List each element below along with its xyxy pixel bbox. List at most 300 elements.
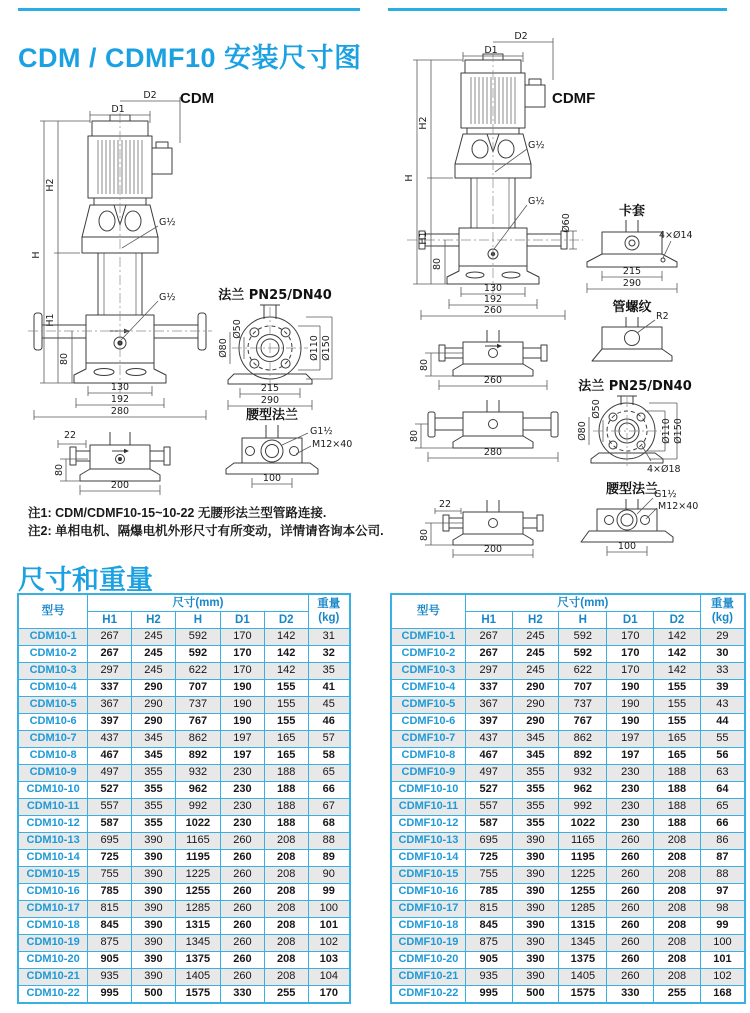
cell-value: 390: [512, 901, 559, 918]
col-header-d2: D2: [654, 612, 701, 629]
cell-value: 208: [264, 935, 308, 952]
cell-value: 390: [512, 833, 559, 850]
cell-value: 208: [654, 867, 701, 884]
cell-value: 707: [559, 680, 607, 697]
cell-model: CDMF10-22: [391, 986, 465, 1004]
cdmf-flange-o50: Ø50: [591, 399, 602, 419]
cdm-foot-arrow: [124, 449, 129, 453]
cdmf-foot-view-3: [443, 500, 543, 545]
cell-value: 1315: [559, 918, 607, 935]
table-row: [391, 714, 745, 731]
cell-model: CDM10-20: [18, 952, 88, 969]
cell-value: 992: [559, 799, 607, 816]
cdmf-foot-view-2: [428, 400, 558, 448]
cell-value: 260: [220, 850, 264, 867]
cell-value: 89: [308, 850, 350, 867]
cell-value: 390: [132, 901, 176, 918]
cdm-diagram: [20, 85, 370, 505]
cell-value: 58: [308, 748, 350, 765]
table-row: [18, 646, 350, 663]
cell-value: 230: [607, 799, 654, 816]
cdm-dim-130: 130: [110, 382, 130, 393]
cdm-diagram-title: CDM: [180, 90, 215, 107]
cell-model: CDM10-8: [18, 748, 88, 765]
cdmf-foot1-dim-80: 80: [419, 358, 430, 372]
cell-value: 1195: [559, 850, 607, 867]
cell-value: 892: [559, 748, 607, 765]
cell-value: 245: [132, 629, 176, 646]
cell-value: 845: [88, 918, 132, 935]
cdm-port-top-label: G½: [159, 217, 176, 228]
cdmf-dim-d1: D1: [484, 45, 498, 56]
cell-value: 87: [700, 850, 745, 867]
table-row: [18, 918, 350, 935]
cell-value: 725: [88, 850, 132, 867]
cell-value: 56: [700, 748, 745, 765]
cell-model: CDM10-15: [18, 867, 88, 884]
top-rule-right: [388, 8, 727, 11]
cell-model: CDM10-11: [18, 799, 88, 816]
cdmf-dimensions-table: [390, 593, 746, 1004]
cdmf-dim-o60: Ø60: [561, 213, 572, 233]
cell-value: 355: [512, 816, 559, 833]
cdmf-foot3-dim-80: 80: [419, 528, 430, 542]
cell-value: 330: [220, 986, 264, 1004]
cell-value: 208: [264, 850, 308, 867]
cell-value: 1405: [175, 969, 220, 986]
cell-model: CDM10-12: [18, 816, 88, 833]
table-row: [18, 833, 350, 850]
cell-value: 188: [654, 799, 701, 816]
cell-model: CDM10-10: [18, 782, 88, 799]
cell-value: 32: [308, 646, 350, 663]
cell-value: 1375: [559, 952, 607, 969]
cell-value: 165: [264, 748, 308, 765]
cell-value: 67: [308, 799, 350, 816]
cell-value: 1165: [559, 833, 607, 850]
cell-value: 99: [700, 918, 745, 935]
cell-value: 101: [700, 952, 745, 969]
cdmf-clamp-title: 卡套: [618, 204, 646, 219]
table-row: [391, 629, 745, 646]
cell-value: 500: [132, 986, 176, 1004]
cell-value: 905: [465, 952, 512, 969]
cell-value: 155: [264, 680, 308, 697]
cell-value: 188: [264, 816, 308, 833]
cell-value: 260: [220, 833, 264, 850]
cell-value: 437: [88, 731, 132, 748]
cell-value: 208: [264, 969, 308, 986]
cdm-dim-192: 192: [110, 394, 130, 405]
cell-value: 190: [607, 680, 654, 697]
cell-value: 100: [308, 901, 350, 918]
cell-model: CDMF10-3: [391, 663, 465, 680]
col-header-weight: 重量 (kg): [308, 594, 350, 629]
cell-value: 367: [88, 697, 132, 714]
cell-value: 245: [512, 646, 559, 663]
cell-value: 905: [88, 952, 132, 969]
cell-value: 66: [308, 782, 350, 799]
table-row: [18, 748, 350, 765]
cell-value: 197: [607, 748, 654, 765]
cell-value: 142: [654, 646, 701, 663]
cdm-foot-dim-22: 22: [63, 430, 77, 441]
cdmf-clamp-holes: 4×Ø14: [659, 230, 693, 241]
col-header-h: H: [559, 612, 607, 629]
table-row: [391, 833, 745, 850]
table-row: [391, 867, 745, 884]
cell-value: 65: [700, 799, 745, 816]
cell-value: 63: [700, 765, 745, 782]
cell-value: 197: [220, 731, 264, 748]
cell-value: 102: [308, 935, 350, 952]
cell-value: 755: [88, 867, 132, 884]
col-header-h2: H2: [132, 612, 176, 629]
cell-value: 862: [175, 731, 220, 748]
cell-value: 1225: [559, 867, 607, 884]
cell-value: 208: [264, 918, 308, 935]
cell-value: 390: [512, 884, 559, 901]
cdmf-flange-title: 法兰 PN25/DN40: [578, 379, 692, 394]
table-row: [18, 952, 350, 969]
cell-value: 142: [654, 629, 701, 646]
cdmf-clamp-view: [587, 220, 677, 267]
cell-value: 815: [88, 901, 132, 918]
cdm-flange-title: 法兰 PN25/DN40: [218, 288, 332, 303]
table-row: [18, 850, 350, 867]
cell-value: 88: [308, 833, 350, 850]
cell-value: 815: [465, 901, 512, 918]
cell-value: 188: [654, 765, 701, 782]
cell-value: 260: [607, 952, 654, 969]
cell-value: 197: [220, 748, 264, 765]
cell-value: 260: [607, 867, 654, 884]
cell-value: 190: [220, 714, 264, 731]
cell-model: CDMF10-12: [391, 816, 465, 833]
table-row: [391, 799, 745, 816]
cell-value: 767: [175, 714, 220, 731]
cdm-dimensions-table: [17, 593, 351, 1004]
cdmf-diagram: [395, 28, 745, 558]
cell-value: 1255: [559, 884, 607, 901]
cell-value: 188: [264, 765, 308, 782]
cell-value: 208: [264, 867, 308, 884]
cdmf-port-bottom-label: G½: [528, 196, 545, 207]
cell-model: CDMF10-4: [391, 680, 465, 697]
cell-value: 290: [512, 680, 559, 697]
cell-model: CDMF10-14: [391, 850, 465, 867]
cell-value: 962: [175, 782, 220, 799]
cell-value: 355: [512, 799, 559, 816]
cell-model: CDMF10-13: [391, 833, 465, 850]
cell-model: CDMF10-2: [391, 646, 465, 663]
cell-value: 390: [132, 969, 176, 986]
cdm-flange-o110: Ø110: [309, 335, 320, 361]
cell-value: 725: [465, 850, 512, 867]
cell-value: 29: [700, 629, 745, 646]
cell-model: CDMF10-18: [391, 918, 465, 935]
cdm-flange-crosshair: [232, 307, 308, 389]
col-header-size: 尺寸(mm): [88, 594, 308, 612]
cell-value: 245: [132, 646, 176, 663]
cell-value: 190: [220, 680, 264, 697]
cell-value: 142: [264, 646, 308, 663]
table-row: [18, 969, 350, 986]
cell-value: 397: [465, 714, 512, 731]
cdm-waist-title: 腰型法兰: [245, 408, 299, 423]
cell-value: 557: [88, 799, 132, 816]
cell-value: 165: [264, 731, 308, 748]
cell-value: 155: [264, 714, 308, 731]
table-row: [18, 697, 350, 714]
cell-value: 290: [512, 697, 559, 714]
cell-value: 65: [308, 765, 350, 782]
cdmf-thread-title: 管螺纹: [612, 300, 652, 315]
cell-value: 142: [264, 663, 308, 680]
cell-value: 170: [308, 986, 350, 1004]
table-row: [18, 901, 350, 918]
cdmf-thread-view: [592, 317, 672, 361]
cell-value: 170: [220, 663, 264, 680]
cdmf-foot2-dim-80: 80: [409, 429, 420, 443]
cell-value: 1225: [175, 867, 220, 884]
cdmf-port-top-label: G½: [528, 140, 545, 151]
cdmf-waist-m12: M12×40: [658, 501, 699, 512]
cdmf-foot2-dim-280: 280: [483, 447, 503, 458]
cdm-flange-o150: Ø150: [321, 335, 332, 361]
table-row: [18, 799, 350, 816]
cell-value: 230: [220, 816, 264, 833]
cdm-waist-dim-100: 100: [262, 473, 282, 484]
cell-model: CDMF10-11: [391, 799, 465, 816]
cell-model: CDM10-3: [18, 663, 88, 680]
cell-value: 46: [308, 714, 350, 731]
table-row: [18, 680, 350, 697]
cdm-foot-plug: [118, 457, 122, 461]
table-row: [18, 884, 350, 901]
cdmf-dim-80: 80: [432, 257, 443, 271]
cell-value: 208: [654, 969, 701, 986]
col-header-h1: H1: [465, 612, 512, 629]
cell-value: 245: [132, 663, 176, 680]
cell-value: 390: [132, 918, 176, 935]
cdmf-waist-dim-100: 100: [617, 541, 637, 552]
cell-value: 892: [175, 748, 220, 765]
cell-value: 1022: [175, 816, 220, 833]
cell-model: CDMF10-6: [391, 714, 465, 731]
cell-value: 390: [512, 867, 559, 884]
cdmf-dim-192: 192: [483, 294, 503, 305]
table-row: [391, 969, 745, 986]
col-header-d1: D1: [220, 612, 264, 629]
cell-model: CDMF10-17: [391, 901, 465, 918]
cell-value: 267: [88, 629, 132, 646]
cdmf-foot1-arrow: [497, 344, 502, 348]
cell-value: 290: [132, 714, 176, 731]
cell-value: 1375: [175, 952, 220, 969]
cell-value: 397: [88, 714, 132, 731]
cdmf-dim-h: H: [404, 174, 415, 182]
cell-value: 190: [607, 714, 654, 731]
cell-value: 155: [654, 680, 701, 697]
cell-value: 497: [88, 765, 132, 782]
cdmf-foot3-dims: [425, 508, 533, 558]
cell-value: 57: [308, 731, 350, 748]
cdmf-dim-h1: H1: [418, 231, 429, 245]
cell-value: 390: [132, 867, 176, 884]
cell-value: 98: [700, 901, 745, 918]
cdm-dim-280: 280: [110, 406, 130, 417]
cell-value: 932: [559, 765, 607, 782]
cdmf-clamp-dim-215: 215: [622, 266, 642, 277]
table-row: [391, 986, 745, 1004]
cell-model: CDMF10-21: [391, 969, 465, 986]
cell-value: 355: [132, 816, 176, 833]
col-header-d2: D2: [264, 612, 308, 629]
cell-value: 355: [132, 782, 176, 799]
cdm-flange-dim-215: 215: [260, 383, 280, 394]
cell-value: 935: [88, 969, 132, 986]
cell-value: 267: [88, 646, 132, 663]
cell-value: 208: [264, 884, 308, 901]
cell-value: 875: [88, 935, 132, 952]
cell-value: 230: [607, 765, 654, 782]
cdm-dim-80: 80: [59, 352, 70, 366]
cell-value: 155: [654, 714, 701, 731]
table-row: [391, 816, 745, 833]
cell-value: 260: [220, 867, 264, 884]
cell-value: 170: [607, 646, 654, 663]
table-row: [391, 680, 745, 697]
table-row: [391, 748, 745, 765]
col-header-h: H: [175, 612, 220, 629]
table-row: [18, 986, 350, 1004]
cell-value: 935: [465, 969, 512, 986]
cdm-foot-dim-200: 200: [110, 480, 130, 491]
cell-model: CDMF10-5: [391, 697, 465, 714]
cell-model: CDMF10-8: [391, 748, 465, 765]
cell-value: 497: [465, 765, 512, 782]
cell-value: 962: [559, 782, 607, 799]
cell-value: 170: [220, 629, 264, 646]
note-1: 注1: CDM/CDMF10-15~10-22 无腰形法兰型管路连接.: [28, 506, 327, 520]
cell-value: 170: [220, 646, 264, 663]
table-row: [391, 663, 745, 680]
cell-value: 785: [88, 884, 132, 901]
cell-value: 245: [512, 663, 559, 680]
cell-value: 45: [308, 697, 350, 714]
cell-value: 208: [654, 952, 701, 969]
cdmf-flange-o150: Ø150: [673, 418, 684, 444]
cell-value: 101: [308, 918, 350, 935]
table-row: [18, 816, 350, 833]
cell-value: 230: [220, 799, 264, 816]
table-row: [391, 935, 745, 952]
cell-value: 33: [700, 663, 745, 680]
cell-model: CDM10-18: [18, 918, 88, 935]
cdm-flange-o50: Ø50: [232, 319, 243, 339]
cell-value: 622: [175, 663, 220, 680]
cell-value: 44: [700, 714, 745, 731]
cell-value: 208: [654, 918, 701, 935]
cell-value: 100: [700, 935, 745, 952]
cell-value: 260: [607, 935, 654, 952]
cell-value: 64: [700, 782, 745, 799]
cell-model: CDM10-13: [18, 833, 88, 850]
table-row: [391, 884, 745, 901]
cell-value: 260: [220, 952, 264, 969]
cell-value: 230: [607, 816, 654, 833]
cell-model: CDMF10-16: [391, 884, 465, 901]
cell-value: 1285: [175, 901, 220, 918]
cell-value: 1315: [175, 918, 220, 935]
cell-value: 297: [465, 663, 512, 680]
cell-value: 230: [607, 782, 654, 799]
cell-value: 1285: [559, 901, 607, 918]
cell-value: 695: [88, 833, 132, 850]
cell-value: 1195: [175, 850, 220, 867]
cell-value: 188: [654, 816, 701, 833]
cell-value: 290: [132, 697, 176, 714]
cell-value: 737: [175, 697, 220, 714]
cell-value: 1165: [175, 833, 220, 850]
cell-value: 527: [88, 782, 132, 799]
cell-value: 170: [607, 663, 654, 680]
cell-model: CDM10-17: [18, 901, 88, 918]
cell-value: 197: [607, 731, 654, 748]
table-row: [18, 663, 350, 680]
cell-value: 345: [512, 731, 559, 748]
cdmf-waist-g15: G1½: [654, 489, 677, 500]
cell-value: 97: [700, 884, 745, 901]
cell-model: CDM10-9: [18, 765, 88, 782]
cell-value: 862: [559, 731, 607, 748]
cell-value: 260: [220, 935, 264, 952]
page-title: CDM / CDMF10 安装尺寸图: [18, 43, 362, 74]
table-row: [391, 646, 745, 663]
cell-model: CDM10-14: [18, 850, 88, 867]
cell-value: 142: [264, 629, 308, 646]
cell-model: CDM10-1: [18, 629, 88, 646]
cdm-foot-dim-80: 80: [54, 463, 65, 477]
cell-value: 355: [132, 765, 176, 782]
cell-value: 188: [264, 799, 308, 816]
cell-value: 1345: [559, 935, 607, 952]
cell-value: 390: [132, 884, 176, 901]
cdmf-clamp-dim-290: 290: [622, 278, 642, 289]
cell-value: 230: [220, 765, 264, 782]
cell-value: 500: [512, 986, 559, 1004]
cell-value: 767: [559, 714, 607, 731]
cdmf-diagram-title: CDMF: [552, 90, 596, 107]
cell-value: 592: [559, 629, 607, 646]
cell-value: 208: [654, 884, 701, 901]
cdm-dim-d2: D2: [143, 90, 157, 101]
cell-value: 208: [654, 935, 701, 952]
cdm-port-bottom-label: G½: [159, 292, 176, 303]
cell-value: 188: [264, 782, 308, 799]
cell-value: 390: [132, 935, 176, 952]
cell-value: 1255: [175, 884, 220, 901]
table-row: [391, 952, 745, 969]
cell-value: 592: [175, 629, 220, 646]
cell-model: CDMF10-10: [391, 782, 465, 799]
table-row: [18, 731, 350, 748]
cdmf-foot3-dim-22: 22: [438, 499, 452, 510]
cdm-foot-view: [70, 432, 170, 481]
table-row: [18, 714, 350, 731]
table-row: [18, 782, 350, 799]
